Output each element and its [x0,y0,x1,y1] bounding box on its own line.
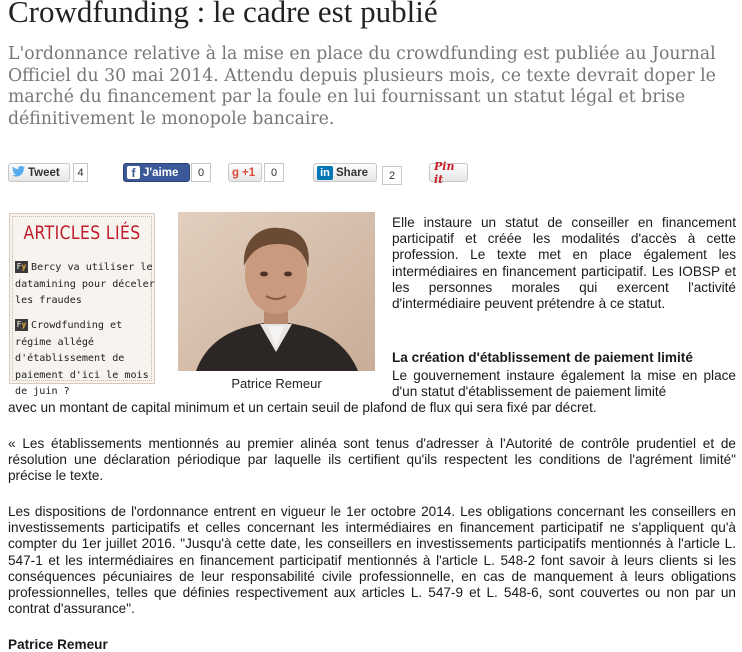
google-plus-icon: g [232,166,240,179]
photo-caption: Patrice Remeur [231,376,322,391]
facebook-icon: f [127,166,140,179]
article-title: Crowdfunding : le cadre est publié [8,0,438,29]
google-plus-button[interactable] [228,163,262,182]
linkedin-label: Share [336,166,368,179]
author-photo [178,212,375,371]
like-count: 0 [191,163,211,182]
twitter-bird-icon [12,166,25,180]
related-articles-box [9,213,155,397]
like-label: J'aime [143,166,179,179]
related-article-link[interactable]: Fy Crowdfunding et régime allégé d'établissement de paiement d'ici le mois de juin ? [15,320,149,397]
paragraph-4: Les dispositions de l'ordonnance entrent en vigueur le 1er octobre 2014. Les obligations concernant les conseillers en investissements participatifs et celles concernant les intermédiaires en financement participatif ne s'appliquent qu'à compter du 1er juillet 2016. "Jusqu'à cette date, les conseillers en investissements participatifs mentionnés à l'article L. 547-1 et les intermédiaires en financement participatif mentionnés à l'article L. 548-2 font savoir à leurs clients si les conséquences pécuniaires de leur responsabilité civile professionnelle, en cas de manquement à leurs obligations professionnelles, telles que définies respectivement aux articles L. 547-9 et L. 548-6, sont couvertes ou non par un contrat d'assurance". [8,504,736,617]
linkedin-icon: in [317,166,333,180]
related-articles-heading: ARTICLES LIÉS [23,222,141,244]
paragraph-2-start: Le gouvernement instaure également la mise en place d'un statut d'établissement de paiement limité [392,368,736,400]
fy-logo-icon: Fy [16,320,27,329]
gplus-label: +1 [242,166,256,179]
gplus-count: 0 [264,163,284,182]
fy-logo-icon: Fy [16,262,27,271]
tweet-count: 4 [73,163,88,182]
share-bar [8,159,738,186]
article-lead: L'ordonnance relative à la mise en place du crowdfunding est publiée au Journal Officiel du 30 mai 2014. Attendu depuis plusieurs mois, ce texte devrait doper le marché du financement par la foule en lui fournissant un statut légal et brise définitivement le monopole bancaire. [8,44,716,129]
facebook-like-button[interactable] [123,163,190,182]
linkedin-share-button[interactable] [313,163,377,182]
pinit-label: Pin it [434,159,455,186]
tweet-label: Tweet [28,166,60,179]
tweet-button[interactable] [8,163,70,182]
paragraph-3: « Les établissements mentionnés au premier alinéa sont tenus d'adresser à l'Autorité de contrôle prudentiel et de résolution une déclaration périodique par laquelle ils certifient qu'ils respectent les conditions de l'agrément limité" précise le texte. [8,436,736,484]
section-subheading: La création d'établissement de paiement limité [392,350,693,365]
paragraph-1: Elle instaure un statut de conseiller en financement participatif et créée les modalités d'accès à cette profession. Le texte met en place également les intermédiaires en financement participatif. Les IOBSP et les personnes morales qui exercent l'activité d'intermédiaire peuvent prétendre à ce statut. [392,215,736,312]
related-article-link[interactable]: Fy Bercy va utiliser le datamining pour déceler les fraudes [15,262,155,306]
linkedin-count: 2 [382,166,402,185]
paragraph-2-end: avec un montant de capital minimum et un certain seuil de plafond de flux qui sera fixé par décret. [8,400,597,415]
author-name: Patrice Remeur [8,637,108,652]
pinit-button[interactable] [429,159,468,186]
